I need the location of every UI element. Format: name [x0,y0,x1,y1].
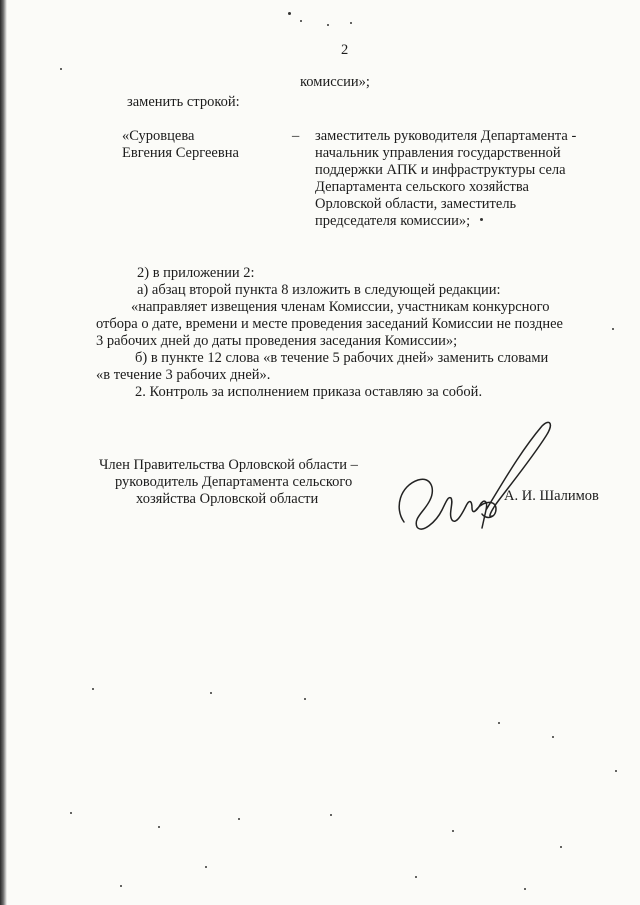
scan-speck [70,812,72,814]
scan-speck [60,68,62,70]
scan-speck [350,22,352,24]
position-line: начальник управления государственной [315,145,561,161]
scan-speck [327,24,329,26]
quoted-text-end: комиссии»; [300,74,370,90]
scan-speck [238,818,240,820]
body-line: отбора о дате, времени и месте проведения заседаний Комиссии не позднее [96,316,563,332]
person-given-names: Евгения Сергеевна [122,145,239,161]
scan-speck [92,688,94,690]
scan-speck [612,328,614,330]
scan-speck [158,826,160,828]
body-line: 3 рабочих дней до даты проведения заседания Комиссии»; [96,333,458,349]
scan-edge-shadow [0,0,7,905]
scan-speck [560,846,562,848]
scan-speck [304,698,306,700]
scan-speck [330,814,332,816]
scan-speck [210,692,212,694]
body-line: «направляет извещения членам Комиссии, участникам конкурсного [131,299,550,315]
position-line: председателя комиссии»; [315,213,471,229]
scan-speck [300,20,302,22]
body-line: б) в пункте 12 слова «в течение 5 рабочих дней» заменить словами [135,350,549,366]
body-line: 2. Контроль за исполнением приказа оставляю за собой. [135,384,483,400]
scan-speck [120,885,122,887]
scan-speck [288,12,291,15]
position-line: поддержки АПК и инфраструктуры села [315,162,566,178]
body-line: «в течение 3 рабочих дней». [96,367,271,383]
position-line: заместитель руководителя Департамента - [315,128,577,144]
scan-speck [480,218,483,221]
signatory-title-line: руководитель Департамента сельского [115,474,353,490]
scan-speck [615,770,617,772]
handwritten-signature [392,414,560,544]
scan-speck [498,722,500,724]
position-line: Департамента сельского хозяйства [315,179,529,195]
person-surname: «Суровцева [122,128,195,144]
scan-speck [205,866,207,868]
position-line: Орловской области, заместитель [315,196,517,212]
body-line: а) абзац второй пункта 8 изложить в следующей редакции: [137,282,501,298]
scan-speck [415,876,417,878]
signatory-name: А. И. Шалимов [504,488,599,504]
signatory-title-line: Член Правительства Орловской области – [99,457,358,473]
signatory-title-line: хозяйства Орловской области [136,491,319,507]
replace-instruction: заменить строкой: [127,94,240,110]
body-line: 2) в приложении 2: [137,265,255,281]
scan-speck [452,830,454,832]
person-dash: – [292,128,300,144]
scan-speck [552,736,554,738]
page-number: 2 [341,42,349,58]
scan-speck [524,888,526,890]
